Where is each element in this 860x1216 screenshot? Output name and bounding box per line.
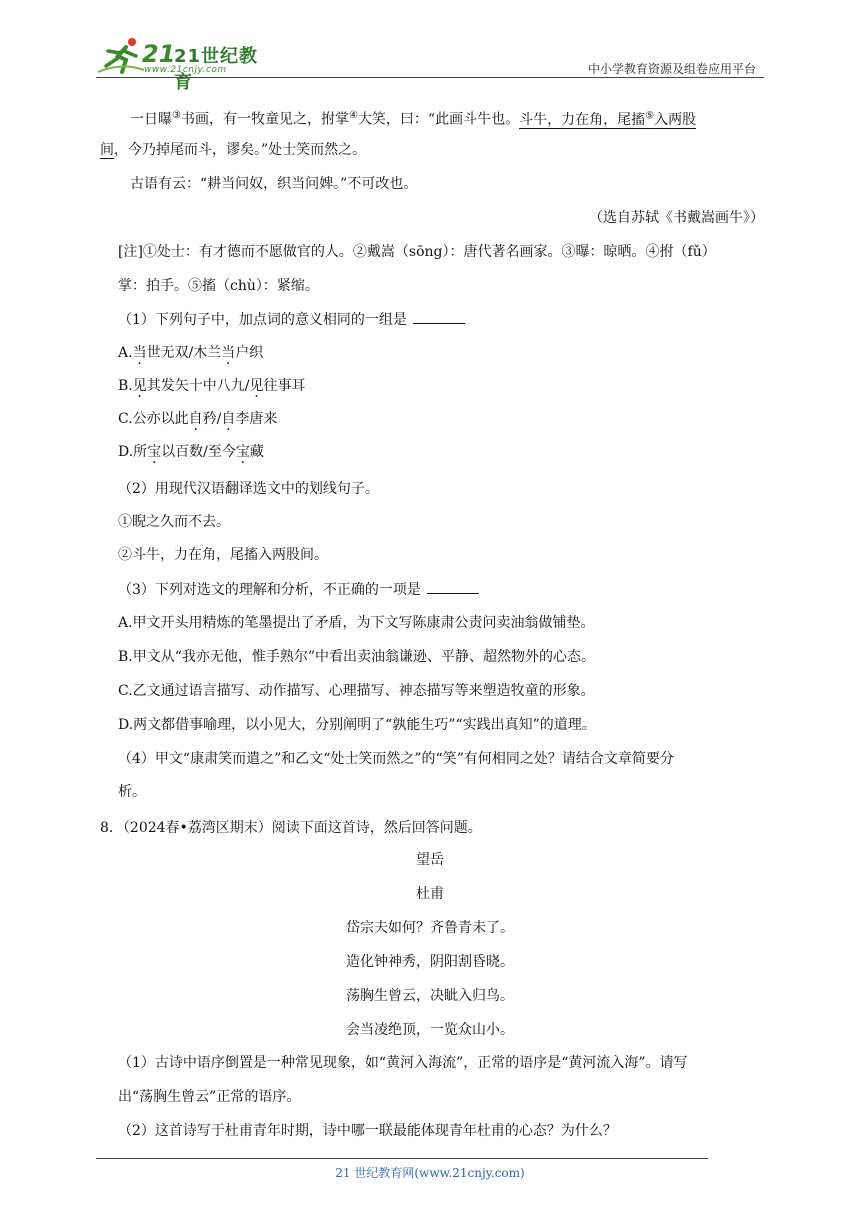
poem-title: 望岳 — [416, 852, 444, 868]
poem-line-2: 造化钟神秀，阴阳割昏晓。 — [346, 954, 514, 970]
question-3-option-d: D.两文都借事喻理，以小见大，分别阐明了“孰能生巧”“实践出真知”的道理。 — [118, 717, 596, 733]
footer-divider — [96, 1158, 708, 1159]
question-4-line-1: （4）甲文“康肃笑而遣之”和乙文“处士笑而然之”的“笑”有何相同之处？请结合文章简要分 — [118, 751, 674, 767]
question-2-item-2: ②斗牛，力在角，尾搐入两股间。 — [118, 547, 328, 563]
question-8-stem: 8．（2024春•荔湾区期末）阅读下面这首诗，然后回答问题。 — [100, 820, 482, 836]
question-3-stem: （3）下列对选文的理解和分析，不正确的一项是 — [118, 580, 479, 600]
question-2-item-1: ①睨之久而不去。 — [118, 514, 230, 530]
passage-line-1: 一日曝③书画，有一牧童见之，拊掌④大笑，曰：“此画斗牛也。斗牛，力在角，尾搐⑤入两股 — [130, 110, 697, 128]
question-1-option-a: A.当世无双/木兰当户织 — [118, 345, 264, 361]
annotation-line-1: [注]①处士：有才德而不愿做官的人。②戴嵩（sōng）：唐代著名画家。③曝：晾晒。④拊（fǔ） — [118, 244, 716, 260]
passage-source: （选自苏轼《书戴嵩画牛》） — [589, 210, 764, 226]
site-logo — [96, 34, 266, 93]
question-4-line-2: 析。 — [118, 784, 146, 800]
header-divider — [96, 77, 764, 78]
passage-line-2: 间，今乃掉尾而斗，谬矣。”处士笑而然之。 — [100, 142, 367, 158]
question-3-option-a: A.甲文开头用精炼的笔墨提出了矛盾，为下文写陈康肃公责问卖油翁做铺垫。 — [118, 615, 595, 631]
question-1-option-d: D.所宝以百数/至今宝藏 — [118, 444, 264, 460]
logo-url: www.21cnjy.com — [144, 65, 227, 75]
passage-line-3: 古语有云：“耕当问奴，织当问婢。”不可改也。 — [130, 176, 418, 192]
platform-title: 中小学教育资源及组卷应用平台 — [587, 62, 756, 76]
annotation-line-2: 掌：拍手。⑤搐（chù）：紧缩。 — [118, 278, 319, 294]
question-3-option-c: C.乙文通过语言描写、动作描写、心理描写、神态描写等来塑造牧童的形象。 — [118, 683, 595, 699]
poem-line-3: 荡胸生曾云，决眦入归鸟。 — [346, 988, 514, 1004]
answer-blank — [427, 581, 479, 594]
logo-text: 21世纪教育 — [174, 46, 259, 93]
runner-logo-icon — [96, 36, 146, 76]
page-header — [96, 34, 764, 93]
underlined-sentence: 斗牛，力在角，尾搐⑤入两股 — [519, 110, 697, 128]
poem-line-1: 岱宗夫如何？齐鲁青未了。 — [346, 920, 514, 936]
question-1-option-c: C.公亦以此自矜/自李唐来 — [118, 411, 278, 427]
question-8-sub-1-line-2: 出“荡胸生曾云”正常的语序。 — [118, 1089, 301, 1105]
poem-line-4: 会当凌绝顶，一览众山小。 — [346, 1022, 514, 1038]
question-8-sub-2: （2）这首诗写于杜甫青年时期，诗中哪一联最能体现青年杜甫的心态？为什么？ — [118, 1123, 617, 1139]
logo-number: 21 — [142, 40, 176, 68]
footer-link[interactable]: 21 世纪教育网(www.21cnjy.com) — [335, 1166, 525, 1180]
answer-blank — [413, 311, 465, 324]
question-1-stem: （1）下列句子中，加点词的意义相同的一组是 — [118, 310, 465, 330]
poem-author: 杜甫 — [416, 886, 444, 902]
question-2-stem: （2）用现代汉语翻译选文中的划线句子。 — [118, 481, 379, 497]
question-8-sub-1-line-1: （1）古诗中语序倒置是一种常见现象，如“黄河入海流”，正常的语序是“黄河流入海”。请写 — [118, 1055, 688, 1071]
question-3-option-b: B.甲文从“我亦无他，惟手熟尔”中看出卖油翁谦逊、平静、超然物外的心态。 — [118, 649, 596, 665]
question-1-option-b: B.见其发矢十中八九/见往事耳 — [118, 378, 306, 394]
